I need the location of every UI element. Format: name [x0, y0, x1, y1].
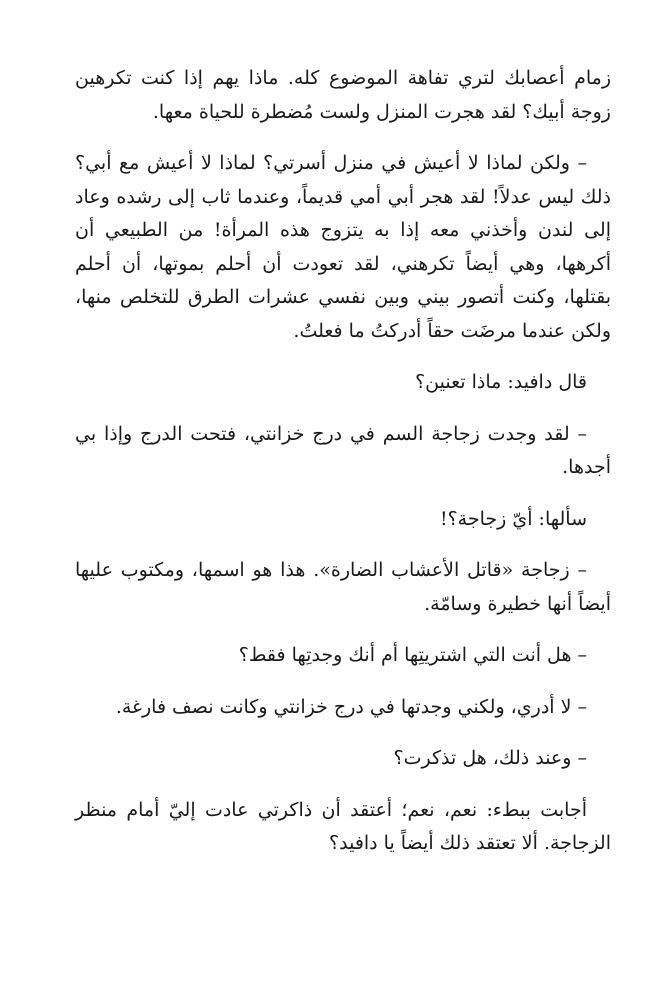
- paragraph-4: – لقد وجدت زجاجة السم في درج خزانتي، فتحت الدرج وإذا بي أجدها.: [75, 422, 611, 478]
- paragraph-2: – ولكن لماذا لا أعيش في منزل أسرتي؟ لماذا لا أعيش مع أبي؟ ذلك ليس عدلاً! لقد هجر أبي أمي قديماً، وعندما ثاب إلى رشده وعاد إلى لندن وأخذني معه إذا به يتزوج هذه المرأة! من الطبيعي أن أكرهها، وهي أيضاً تكرهني، لقد تعودت أن أحلم بموتها، أن أحلم بقتلها، وكنت أتصور بيني وبين نفسي عشرات الطرق للتخلص منها، ولكن عندما مرضَت حقاً أدركتُ ما فعلتُ.: [75, 152, 611, 342]
- book-page: [75, 62, 611, 879]
- paragraph-8: – لا أدري، ولكني وجدتها في درج خزانتي وكانت نصف فارغة.: [115, 695, 587, 718]
- paragraph-3: قال دافيد: ماذا تعنين؟: [415, 371, 587, 393]
- paragraph-9: – وعند ذلك، هل تذكرت؟: [393, 747, 587, 769]
- paragraph-5: سألها: أيّ زجاجة؟!: [439, 507, 587, 530]
- paragraph-10: أجابت ببطء: نعم، نعم؛ أعتقد أن ذاكرتي عادت إليّ أمام منظر الزجاجة. ألا تعتقد ذلك أيضاً يا دافيد؟: [75, 798, 611, 854]
- paragraph-7: – هل أنت التي اشتريتِها أم أنك وجدتِها فقط؟: [238, 644, 587, 666]
- paragraph-6: – زجاجة «قاتل الأعشاب الضارة». هذا هو اسمها، ومكتوب عليها أيضاً أنها خطيرة وسامّة.: [75, 559, 611, 615]
- paragraph-1: زمام أعصابك لتري تفاهة الموضوع كله. ماذا يهم إذا كنت تكرهين زوجة أبيك؟ لقد هجرت المنزل ولست مُضطرة للحياة معها.: [75, 67, 611, 123]
